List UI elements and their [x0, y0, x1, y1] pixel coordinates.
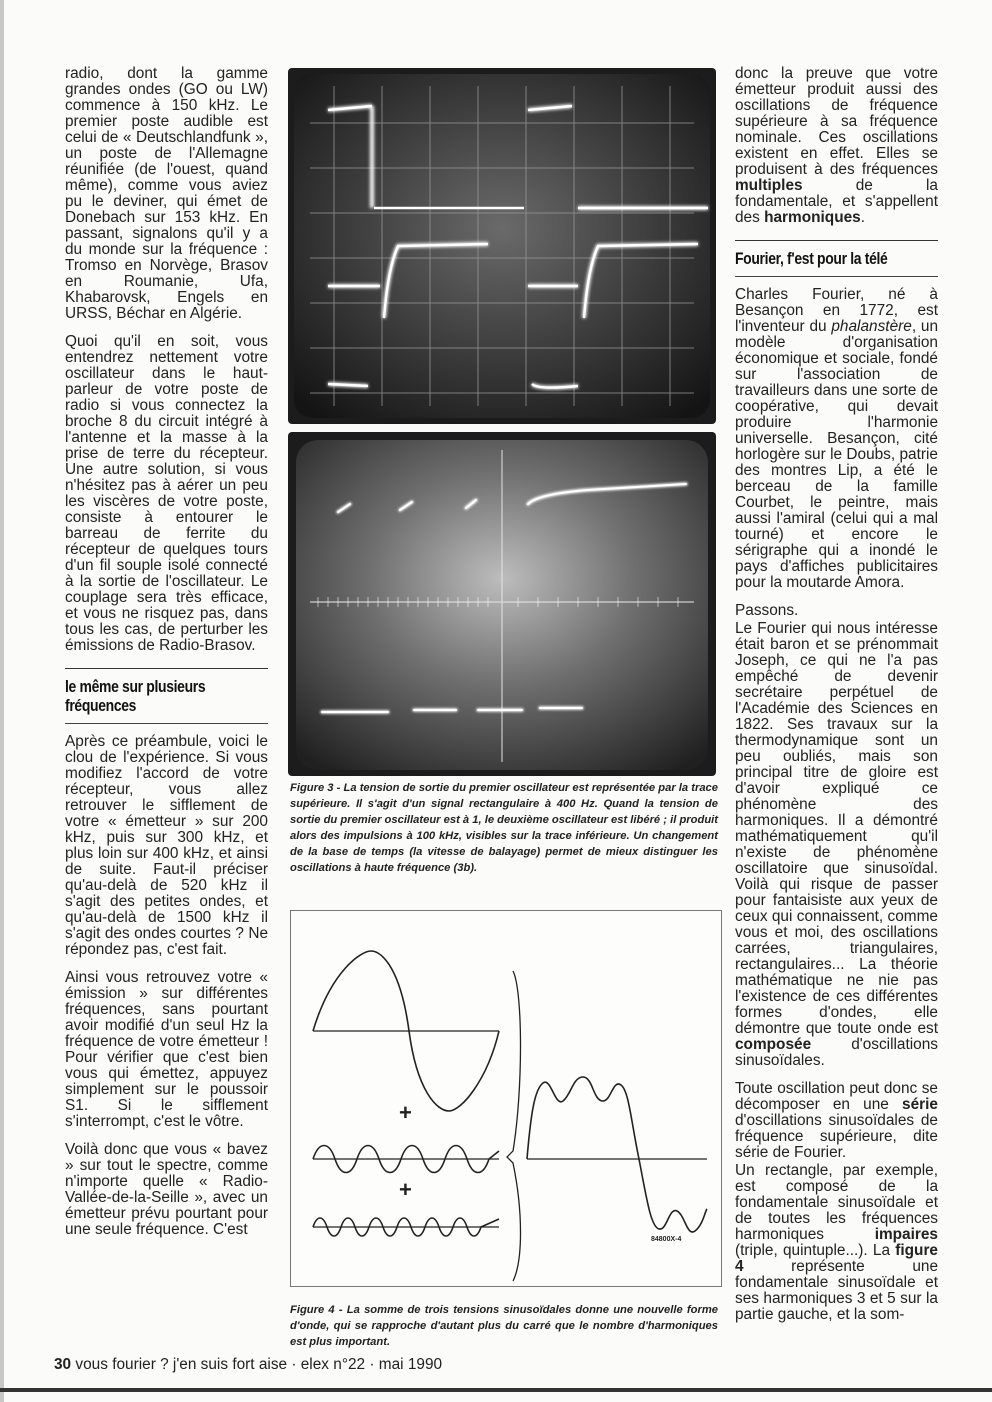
term-multiples: multiples — [735, 177, 803, 194]
footer-text: vous fourier ? j'en suis fort aise · elex n°22 · mai 1990 — [75, 1356, 443, 1373]
term-phalanstere: phalanstère — [831, 318, 912, 335]
left-paragraph-1: radio, dont la gamme grandes ondes (GO ou LW) commence à 150 kHz. Le premier poste audible est celui de « Deutschlandfunk », un poste de l'Allemagne réunifiée (de l'ouest, quand même), comme vous aviez pu le deviner, qui émet de Donebach sur 153 kHz. En passant, signalons qu'il y a du monde sur la fréquence : Tromso en Norvège, Brasov en Roumanie, Ufa, Khabarovsk, Engels en URSS, Béchar en Algérie. — [65, 65, 268, 322]
page-edge-shadow — [0, 0, 4, 1402]
term-serie: série — [902, 1096, 938, 1113]
figure-4-code: 84800X-4 — [651, 1236, 682, 1243]
text-run: représente une fondamentale sinusoïdale et ses harmoniques 3 et 5 sur la partie gauche, et la som- — [735, 1258, 938, 1323]
oscilloscope-screen-3a — [288, 68, 716, 424]
page-footer — [54, 1356, 442, 1374]
text-run: d'oscillations sinusoïdales de fréquence supérieure, dite série de Fourier. — [735, 1112, 938, 1161]
oscilloscope-screen-3b — [288, 432, 716, 776]
right-paragraph-5 — [735, 1081, 938, 1161]
left-paragraph-3: Après ce préambule, voici le clou de l'expérience. Si vous modifiez l'accord de votre récepteur, vous allez retrouver le sifflement de votre « émetteur » sur 200 kHz, puis sur 300 kHz, et plus loin sur 400 kHz, et ainsi de suite. Faut-il préciser qu'au-delà de 520 kHz il s'agit des petites ondes, et qu'au-delà de 1500 kHz il s'agit des ondes courtes ? Ne répondez pas, c'est fait. — [65, 733, 268, 958]
figure-4-diagram — [290, 910, 722, 1287]
right-paragraph-1 — [735, 66, 938, 226]
section-heading-line-1: le même sur plusieurs — [65, 677, 206, 696]
left-paragraph-4: Ainsi vous retrouvez votre « émission » sur différentes fréquences, sans pourtant avoir modifié d'un seul Hz la fréquence de votre émetteur ! Pour vérifier que c'est bien vous qui émettez, appuyez simplement sur le poussoir S1. Si le sifflement s'interrompt, c'est le vôtre. — [65, 969, 268, 1130]
term-impaires: impaires — [874, 1226, 938, 1243]
text-run: (triple, quintuple...). La — [735, 1242, 896, 1259]
right-column — [735, 66, 938, 1335]
right-paragraph-6 — [735, 1163, 938, 1323]
text-run: donc la preuve que votre émetteur produit aussi des oscillations de fréquence supérieure à sa fréquence nominale. Ces oscillations existent en effet. Elles se produisent à des fréquences — [735, 65, 938, 178]
oscilloscope-photo-3b — [288, 432, 716, 776]
text-run: Charles Fourier, né à Besançon en 1772, est l'inventeur du — [735, 286, 938, 335]
term-composee: composée — [735, 1036, 812, 1053]
text-run: Le Fourier qui nous intéresse était baron et se prénommait Joseph, ce qui ne l'a pas empêché de devenir secrétaire perpétuel de l'Académie des Sciences en 1822. Ses travaux sur la thermodynamique sont un peu oubliés, mais son principal titre de gloire est d'avoir expliqué ce phénomène des harmoniques. Il a démontré mathématiquement qu'il n'existe de phénomène oscillatoire que sinusoïdal. Voilà qui risque de passer pour fantaisiste aux yeux de ceux qui connaissent, comme vous et moi, des oscillations carrées, triangulaires, rectangulaires... La théorie mathématique ne nie pas l'existence de ces différentes formes d'ondes, elle démontre que toute onde est — [735, 620, 938, 1037]
right-paragraph-4 — [735, 621, 938, 1069]
figure-4-caption: Figure 4 - La somme de trois tensions sinusoïdales donne une nouvelle forme d'onde, qui se rapproche d'autant plus du carré que le nombre d'harmoniques est plus important. — [290, 1304, 718, 1348]
heading-rule — [65, 723, 268, 724]
right-paragraph-2 — [735, 287, 938, 591]
term-harmoniques: harmoniques — [764, 209, 861, 226]
bottom-edge-bar — [0, 1388, 992, 1392]
left-column — [65, 66, 268, 1250]
page-number: 30 — [54, 1356, 72, 1373]
sine-sum-diagram — [291, 911, 721, 1286]
left-paragraph-5: Voilà donc que vous « bavez » sur tout le spectre, comme n'importe quelle « Radio-Vallée-de-la-Seille », avec un émetteur prévu pourtant pour une seule fréquence. C'est — [65, 1141, 268, 1238]
approximated-square-wave — [527, 1077, 707, 1232]
right-paragraph-3: Passons. — [735, 602, 799, 619]
section-heading-line-2: fréquences — [65, 696, 137, 715]
plus-sign-2: + — [399, 1177, 412, 1202]
grouping-bracket — [507, 971, 521, 1281]
text-run: Toute oscillation peut donc se décomposer en une — [735, 1080, 938, 1113]
section-heading-frequences — [65, 668, 268, 715]
oscilloscope-photo-3a — [288, 68, 716, 424]
section-heading-fourier — [735, 240, 938, 268]
text-run: de la fondamentale, et s'appellent des — [735, 177, 938, 226]
plus-sign-1: + — [399, 1100, 412, 1125]
text-run: , un modèle d'organisation économique et sociale, fondé sur l'association de travailleurs dans une sorte de coopérative, qui devait produire l'harmonie universelle. Besançon, cité horlogère sur le Doubs, patrie des montres Lip, a été le berceau de la famille Courbet, le peintre, mais aussi l'amiral (celui qui a mal tourné) et encore le sérigraphe qui a inondé le pays d'affiches publicitaires pour la moutarde Amora. — [735, 318, 938, 591]
heading-rule — [735, 276, 938, 277]
text-run: . — [860, 209, 866, 226]
figure-3-caption: Figure 3 - La tension de sortie du premier oscillateur est représentée par la trace supérieure. Il s'agit d'un signal rectangulaire à 400 Hz. Quand la tension de sortie du premier oscillateur est à 1, le deuxième oscillateur est libéré ; il produit alors des impulsions à 100 kHz, visibles sur la trace inférieure. Un changement de la base de temps (la vitesse de balayage) permet de mieux distinguer les oscillations à haute fréquence (3b). — [290, 782, 718, 874]
section-heading-text: Fourier, f'est pour la télé — [735, 249, 888, 268]
left-paragraph-2: Quoi qu'il en soit, vous entendrez nettement votre oscillateur dans le hautparleur de votre poste de radio si vous connectez la broche 8 du circuit intégré à l'antenne et la masse à la prise de terre du récepteur. Une autre solution, si vous n'hésitez pas à aérer un peu les viscères de votre poste, consiste à entourer le barreau de ferrite du récepteur de quelques tours d'un fil souple isolé connecté à la sortie de l'oscillateur. Le couplage sera très efficace, et vous ne risquez pas, dans tous les cas, de perturber les émissions de Radio-Brasov. — [65, 333, 268, 654]
text-run: Un rectangle, par exemple, est composé de la fondamentale sinusoïdale et de toutes les fréquences harmoniques — [735, 1162, 938, 1243]
term-figure-4: figure 4 — [735, 1242, 938, 1275]
text-run: d'oscillations sinusoïdales. — [735, 1036, 938, 1069]
